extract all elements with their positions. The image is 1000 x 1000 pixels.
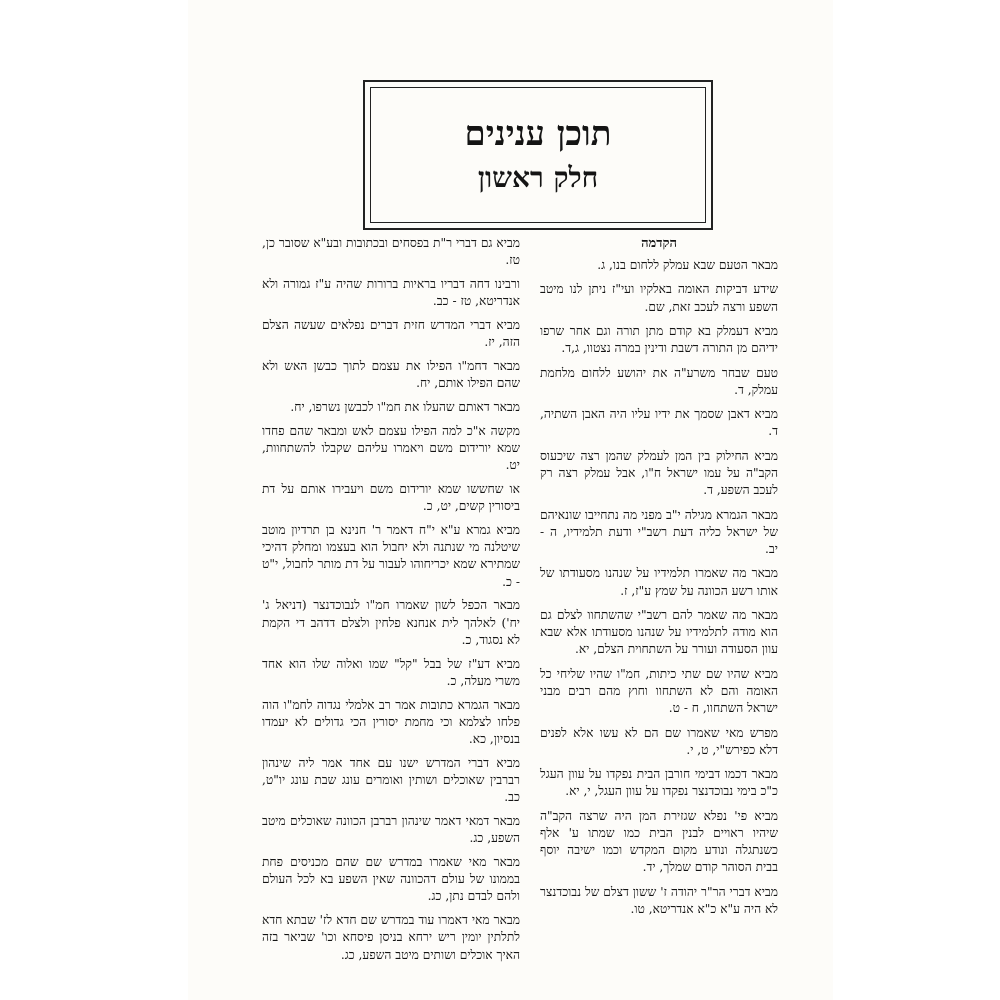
toc-entry: מבאר דמאי דאמר שינהון רברבן הכוונה שאוכלים מיטב השפע, כג. bbox=[262, 814, 520, 846]
toc-entry: טעם שבחר משרע"ה את יהושע ללחום מלחמת עמלק, ד. bbox=[540, 365, 778, 397]
toc-entry: מביא שהיו שם שתי כיתות, חמ"ו שהיו שליחי כל האומה והם לא השתחוו וחוץ מהם רבים מבני ישראל השתחוו, ח - ט. bbox=[540, 666, 778, 716]
toc-entry: מבאר הטעם שבא עמלק ללחום בנו, ג. bbox=[597, 258, 778, 272]
toc-entry: מפרש מאי שאמרו שם הם לא עשו אלא לפנים דלא כפירש"י, ט, י. bbox=[540, 725, 778, 757]
title-frame bbox=[363, 80, 713, 230]
right-column bbox=[540, 235, 778, 925]
toc-entry: מביא דע"ז של בבל "קל" שמו ואלוה שלו הוא אחד משרי מעלה, כ. bbox=[262, 656, 520, 688]
toc-entry: מבאר מאי שאמרו במדרש שם שהם מכניסים פחת בממונו של עולם דהכוונה שאין השפע בא לכל העולם ולהם לבדם נתן, כג. bbox=[262, 855, 520, 904]
toc-entry: מבאר דחמ"ו הפילו את עצמם לתוך כבשן האש ולא שהם הפילו אותם, יח. bbox=[262, 359, 520, 391]
toc-entry: מבאר הגמרא כתובות אמר רב אלמלי נגדוה לחמ"ו הוה פלחו לצלמא וכי מחמת יסורין הכי גדולים לא יעמדו בנסיון, כא. bbox=[262, 697, 520, 747]
left-column bbox=[262, 235, 520, 970]
section-heading: הקדמה bbox=[641, 236, 677, 251]
toc-entry: מביא החילוק בין המן לעמלק שהמן רצה שיכעוס הקב"ה על עמו ישראל ח"ו, אבל עמלק רצה רק לעכב השפע, ד. bbox=[540, 448, 778, 498]
toc-entry: מביא דברי המדרש חזית דברים נפלאים שעשה הצלם הזה, יז. bbox=[262, 318, 520, 350]
toc-entry: מבאר הכפל לשון שאמרו חמ"ו לנבוכדנצר (דניאל ג' יח') לאלהך לית אנחנא פלחין ולצלם דדהב די הקמת לא נסגוד, כ. bbox=[262, 598, 520, 647]
toc-entry: מביא דאבן שסמך את ידיו עליו היה האבן השתיה, ד. bbox=[540, 407, 778, 439]
toc-entry: מביא דברי הר"ר יהודה ז' ששון דצלם של נבוכדנצר לא היה ע"א כ"א אנדריטא, טו. bbox=[540, 884, 778, 916]
toc-entry: מביא גם דברי ר"ת בפסחים ובכתובות ובע"א שסובר כן, טז. bbox=[262, 236, 520, 268]
toc-entry: שידע דביקות האומה באלקיו ועי"ז ניתן לנו מיטב השפע ורצה לעכב זאת, שם. bbox=[540, 282, 778, 314]
toc-entry: מביא דעמלק בא קודם מתן תורה וגם אחר שרפו ידיהם מן התורה דשבת ודינין במרה נצטוו, ג,ד. bbox=[540, 323, 778, 356]
right-entries-list bbox=[540, 257, 778, 918]
toc-entry: או שחששו שמא יורידום משם ויעבירו אותם על דת ביסורין קשים, יט, כ. bbox=[262, 482, 520, 514]
toc-entry: מבאר מה שאמרו תלמידיו על שנהנו מסעודתו של אותו רשע הכוונה על שמץ ע"ז, ז. bbox=[540, 566, 778, 598]
page-title: תוכן ענינים bbox=[464, 114, 612, 154]
toc-entry: מבאר הגמרא מגילה י"ב מפני מה נתחייבו שונאיהם של ישראל כליה דעת רשב"י ודעת תלמידיו, ה - יב. bbox=[540, 507, 778, 556]
toc-entry: מבאר דכמו דבימי חורבן הבית נפקדו על עוון העגל כ"כ בימי נבוכדנצר נפקדו על עוון העגל, י, יא. bbox=[540, 767, 778, 799]
toc-entry: מביא דברי המדרש ישנו עם אחד אמר ליה שינהון רברבין שאוכלים ושותין ואומרים עונג שבת עונג יו"ט, כב. bbox=[262, 755, 520, 805]
toc-entry: מבאר מאי דאמרו עוד במדרש שם חדא לז' שבתא חדא לתלתין יומין ריש ירחא בניסן פיסחא וכו' שביאר בזה האיך אוכלים ושותים מיטב השפע, כג. bbox=[262, 913, 520, 962]
toc-entry: מקשה א"כ למה הפילו עצמם לאש ומבאר שהם פחדו שמא יורידום משם ויאמרו עליהם שקבלו להשתחוות, יט. bbox=[262, 423, 520, 473]
toc-entry: מביא פי' נפלא שגזירת המן היה שרצה הקב"ה שיהיו ראויים לבנין הבית כמו שמתו ע' אלף כשנתגלה ונודע מקום המקדש וכמו ישיבה יוסף בבית הסוהר קודם שמלך, יד. bbox=[540, 808, 778, 875]
toc-entry: מבאר דאותם שהעלו את חמ"ו לכבשן נשרפו, יח. bbox=[290, 400, 520, 414]
page-subtitle: חלק ראשון bbox=[477, 161, 599, 194]
toc-entry: מבאר מה שאמר להם רשב"י שהשתחוו לצלם גם הוא מודה לתלמידיו על שנהנו מסעודתו אלא שבא עוון הסעודה ועורר על השתחוית הצלם, יא. bbox=[540, 607, 778, 657]
left-entries-list bbox=[262, 235, 520, 964]
title-inner-frame bbox=[370, 87, 706, 223]
toc-entry: ורבינו דחה דבריו בראיות ברורות שהיה ע"ז גמורה ולא אנדריטא, טז - כב. bbox=[262, 277, 520, 309]
toc-entry: מביא גמרא ע"א י"ח דאמר ר' חנינא בן תרדיון מוטב שיטלנה מי שנתנה ולא יחבול הוא בעצמו ומחלק דהיכי שמתירא שמא יכריחוהו לעבור על דת מותר לחבול, י"ט - כ. bbox=[262, 523, 520, 589]
